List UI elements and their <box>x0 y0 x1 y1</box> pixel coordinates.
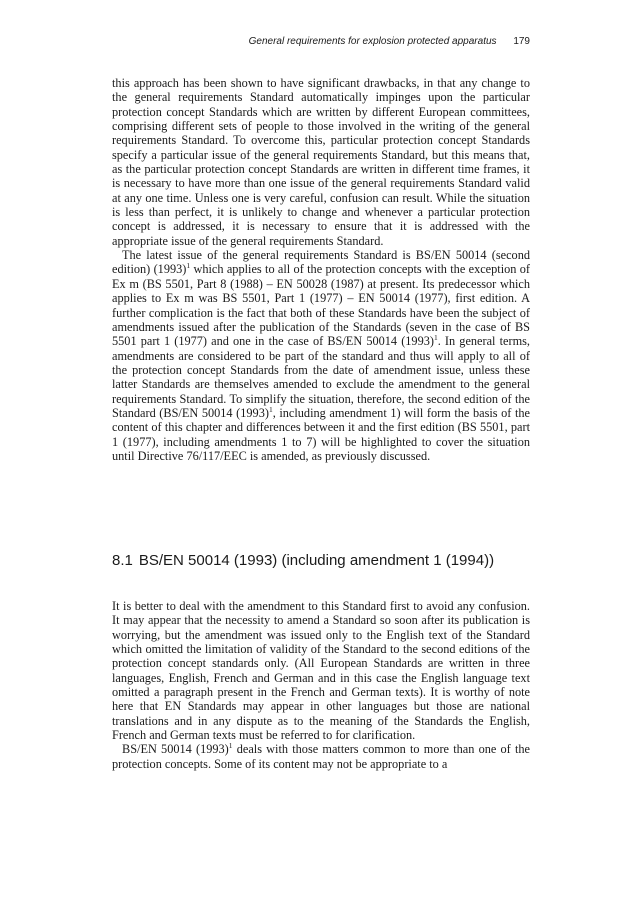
section-number: 8.1 <box>112 552 133 569</box>
footnote-marker: 1 <box>228 741 233 751</box>
paragraph: The latest issue of the general requirements Standard is BS/EN 50014 (second edition) $(1993)^1$ which applies to all of the protection concepts with the exception of Ex m (BS 5501, Part 8 (1988) – EN 50028 (1987) at present. Its predecessor which applies to Ex m was BS 5501, Part 1 (1977) – EN 50014 (1977), first edition. A further complication is the fact that both of these Standards have been the subject of amendments issued after the publication of the Standards (seven in the case of BS 5501 part 1 (1977) and one in the case of BS/EN 50014 $(1993)^1$. In general terms, amendments are considered to be part of the standard and thus will apply to all of the protection concept Standards from the date of amendment issue, unless these latter Standards are themselves amended to exclude the amendment to the general requirements Standard. To simplify the situation, therefore, the second edition of the Standard (BS/EN 50014 $(1993)^1$, including amendment 1) will form the basis of the content of this chapter and differences between it and the first edition (BS 5501, part 1 (1977), including amendments 1 to 7) will be highlighted to cover the situation until Directive 76/117/EEC is amended, as previously discussed. <box>112 248 530 463</box>
body-text-top <box>112 76 530 463</box>
paragraph: BS/EN 50014 $(1993)^1$ deals with those matters common to more than one of the protection concepts. Some of its content may not be appropriate to a <box>112 741 530 771</box>
paragraph: this approach has been shown to have significant drawbacks, in that any change to the general requirements Standard automatically impinges upon the particular protection concept Standards which are written by different European committees, comprising different sets of people to those involved in the writing of the general requirements Standard. To overcome this, particular protection concept Standards specify a particular issue of the general requirements Standard, but this means that, as the particular protection concept Standards are written in different time frames, it is necessary to have more than one issue of the general requirements Standard valid at any one time. Unless one is very careful, confusion can result. While the situation is less than perfect, it is unlikely to change and whenever a particular protection concept is addressed, it is necessary to ensure that it is addressed with the appropriate issue of the general requirements Standard. <box>112 76 530 248</box>
body-text-bottom <box>112 599 530 771</box>
section-title: BS/EN 50014 (1993) (including amendment 1 (1994)) <box>138 552 495 569</box>
section-heading <box>112 552 552 569</box>
running-header <box>112 36 530 47</box>
running-title: General requirements for explosion protected apparatus <box>248 36 497 47</box>
footnote-marker: 1 <box>268 404 273 414</box>
footnote-marker: 1 <box>433 333 438 343</box>
footnote-marker: 1 <box>186 261 191 271</box>
paragraph: It is better to deal with the amendment to this Standard first to avoid any confusion. It may appear that the necessity to amend a Standard so soon after its publication is worrying, but the amendment was issued only to the English text of the Standard which omitted the limitation of validity of the Standard to the second editions of the protection concept standards only. (All European Standards are written in three languages, English, French and German and in this case the English language text omitted a paragraph present in the French and German texts). It is worthy of note here that EN Standards may appear in other languages but those are national translations and in any dispute as to the meaning of the Standards the English, French and German texts must be referred to for clarification. <box>112 599 530 743</box>
page-number: 179 <box>513 36 530 47</box>
